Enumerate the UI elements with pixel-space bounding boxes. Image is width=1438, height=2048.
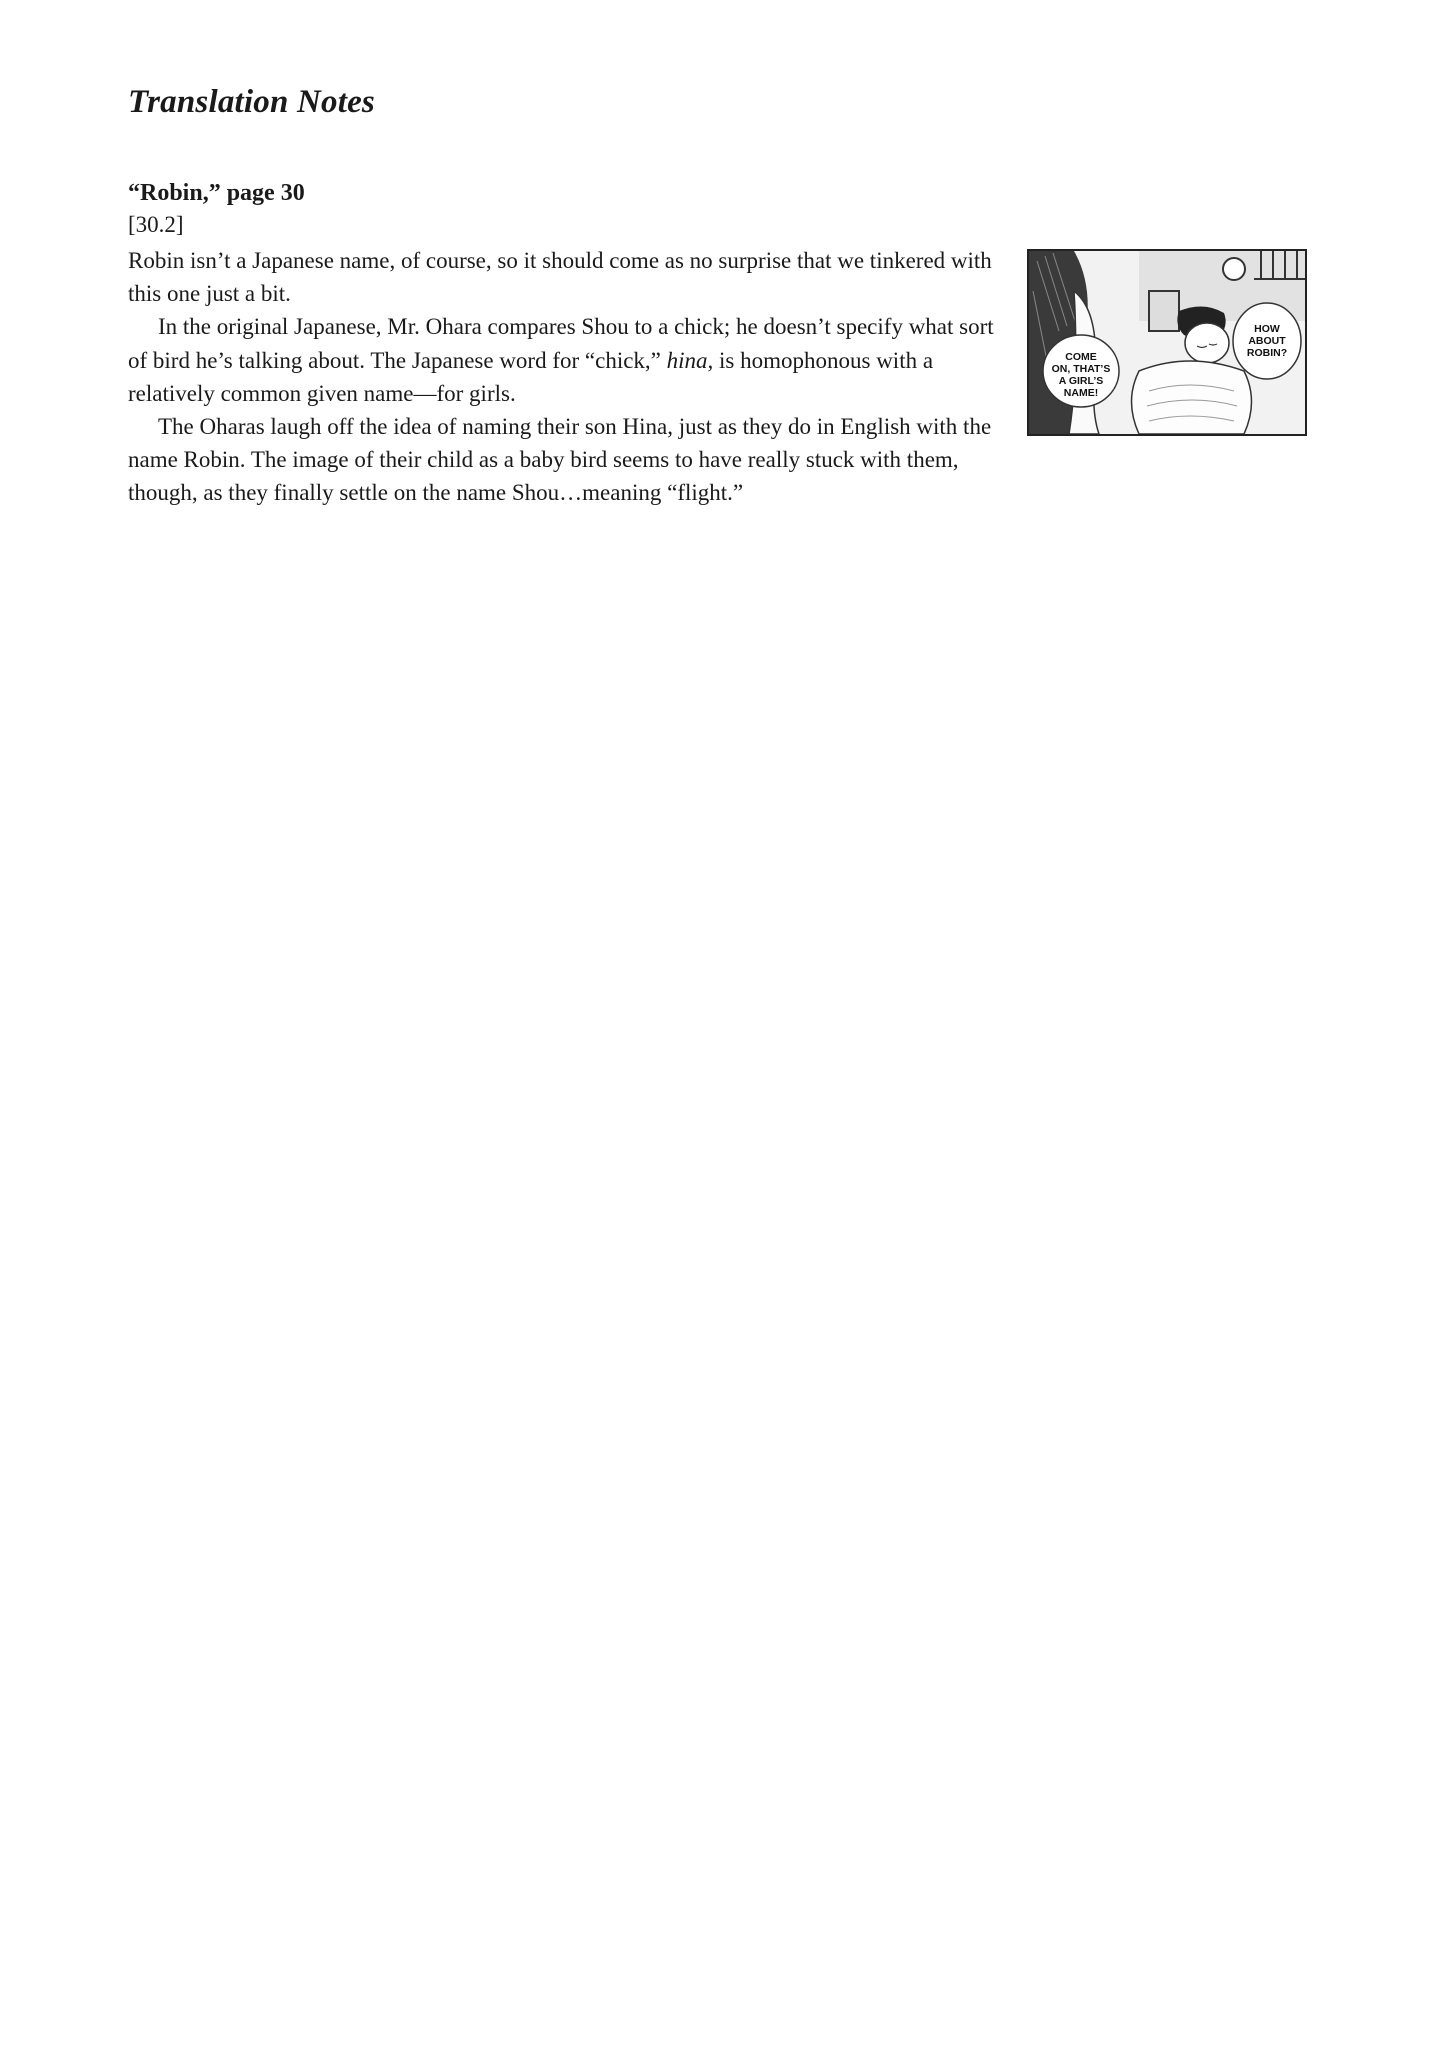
manga-panel [1027, 249, 1307, 436]
note-body [128, 244, 1003, 510]
bubble-right-line: ROBIN? [1246, 347, 1288, 359]
paragraph-text: is homophonous with a relatively common given name—for girls. [128, 347, 934, 406]
bubble-right-line: ABOUT [1248, 335, 1286, 347]
bubble-left-line: NAME! [1063, 387, 1099, 399]
emphasized-word: hina, [666, 347, 714, 373]
note-paragraph: Robin isn’t a Japanese name, of course, so it should come as no surprise that we tinkered with this one just a bit. [128, 248, 992, 307]
paragraph-text: In the original Japanese, Mr. Ohara compares Shou to a chick; he doesn’t specify what sort of bird he’s talking about. The Japanese word for “chick,” [128, 314, 994, 373]
note-heading: “Robin,” page 30 [128, 180, 305, 206]
bubble-left-line: ON, THAT’S [1051, 363, 1111, 375]
bubble-left-line: A GIRL’S [1058, 375, 1104, 387]
manga-panel-illustration [1029, 251, 1305, 434]
page-title: Translation Notes [128, 84, 375, 120]
note-paragraph [128, 310, 1003, 410]
bubble-left-line: COME [1065, 351, 1097, 363]
note-reference: [30.2] [128, 212, 184, 237]
bubble-right-line: HOW [1254, 323, 1280, 335]
note-paragraph: The Oharas laugh off the idea of naming their son Hina, just as they do in English with the name Robin. The image of their child as a baby bird seems to have really stuck with them, though, as they finally settle on the name Shou…meaning “flight.” [128, 414, 992, 506]
